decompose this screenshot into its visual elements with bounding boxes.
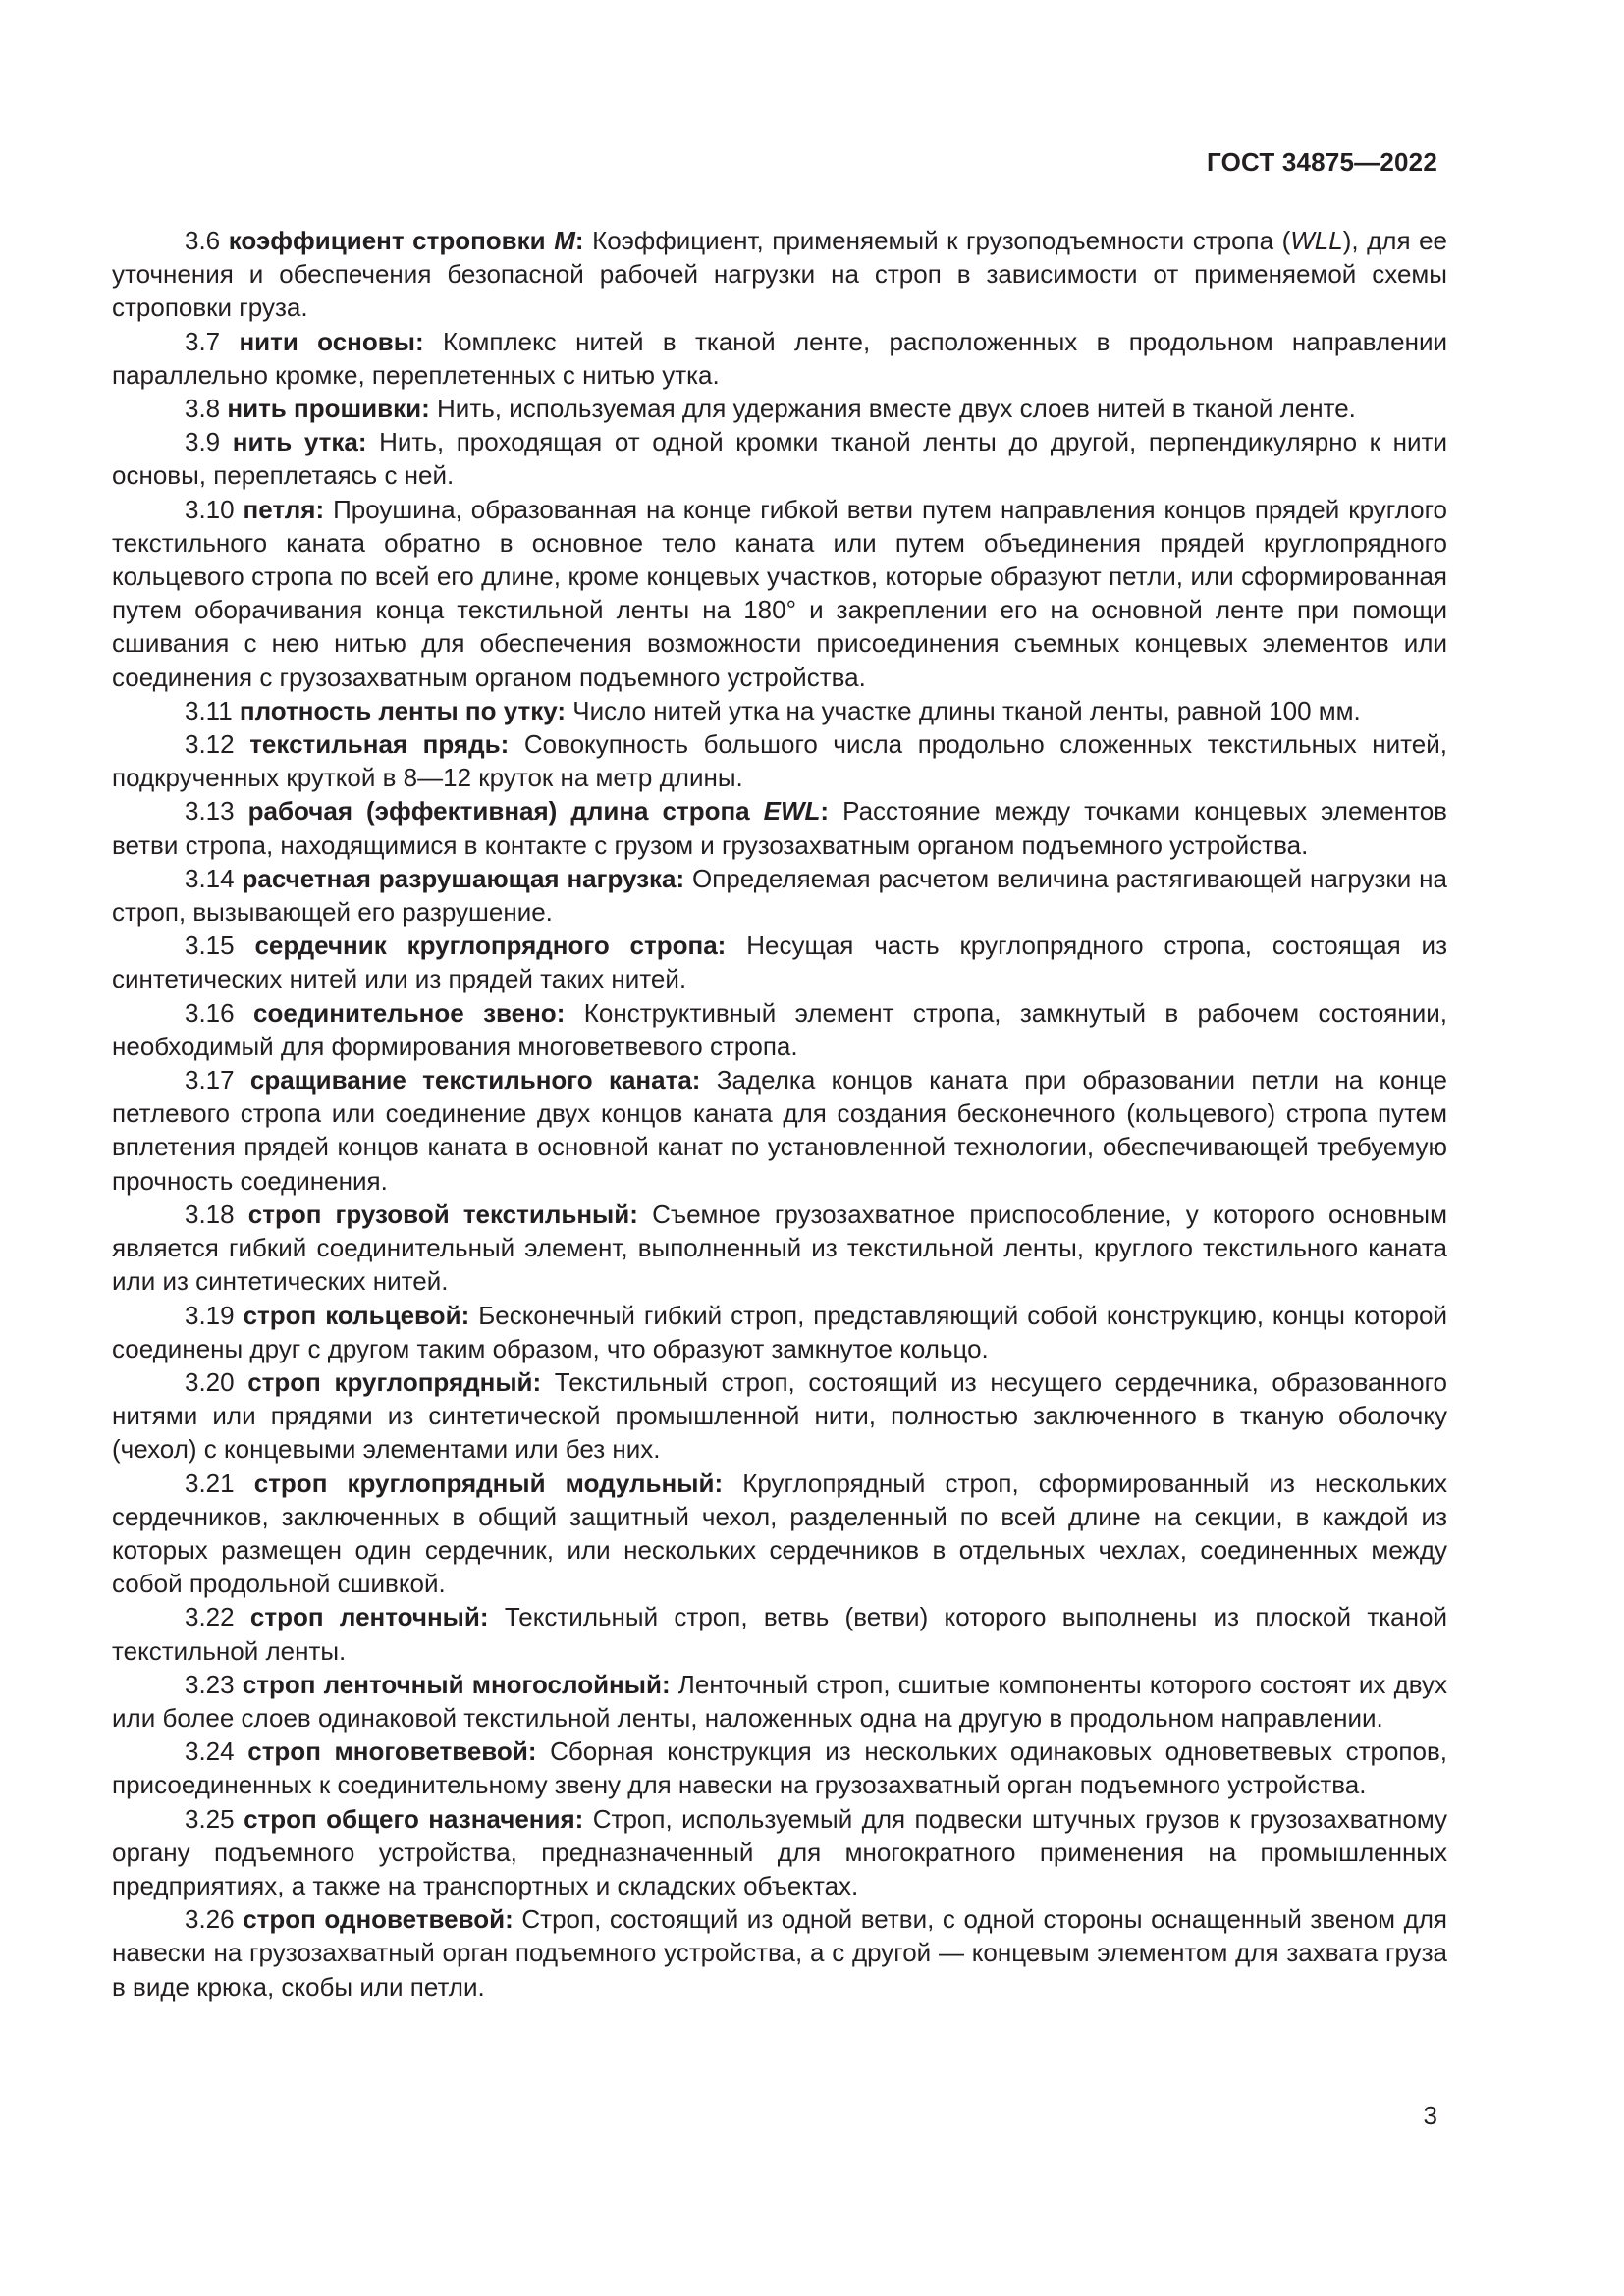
definition-3-6: 3.6 коэффициент строповки M: Коэффициент, применяемый к грузоподъемности стропа (WLL), для ее уточнения и обеспечения безопасной рабочей нагрузки на строп в зависимости от применяемой схемы строповки груза. — [112, 226, 1447, 323]
definition-term: строп одноветвевой — [243, 1904, 506, 1935]
definition-text: Съемное грузозахватное приспособление, у которого основным является гибкий соединительный элемент, выполненный из текстильной ленты, круглого текстильного каната или из синтетических нитей. — [112, 1199, 1447, 1297]
definition-number: 3.8 — [185, 394, 221, 424]
definition-text: Комплекс нитей в тканой ленте, расположенных в продольном направлении параллельно кромке, переплетенных с нитью утка. — [112, 326, 1447, 390]
definition-number: 3.21 — [185, 1468, 235, 1498]
definition-number: 3.11 — [185, 695, 233, 725]
definition-text: Нить, используемая для удержания вместе двух слоев нитей в тканой ленте. — [437, 394, 1356, 424]
definition-term: сердечник круглопрядного стропа — [254, 931, 718, 961]
definition-3-17: 3.17 сращивание текстильного каната: Заделка концов каната при образовании петли на конце петлевого стропа или соединение двух концов каната для создания бесконечного (кольцевого) стропа путем вплетения прядей концов каната в основной канат по установленной технологии, обеспечивающей требуемую прочность соединения. — [112, 1065, 1447, 1196]
definition-text: Расстояние между точками концевых элементов ветви стропа, находящимися в контакте с грузом и грузозахватным органом подъемного устройства. — [112, 796, 1447, 860]
definition-text: Совокупность большого числа продольно сложенных текстильных нитей, подкрученных круткой в 8—12 круток на метр длины. — [112, 729, 1447, 793]
definition-text-continued: ), для ее уточнения и обеспечения безопасной рабочей нагрузки на строп в зависимости от применяемой схемы строповки груза. — [112, 226, 1447, 323]
definition-term: петля — [243, 494, 316, 524]
definition-number: 3.16 — [185, 997, 235, 1028]
definition-3-13: 3.13 рабочая (эффективная) длина стропа EWL: Расстояние между точками концевых элементов ветви стропа, находящимися в контакте с грузом и грузозахватным органом подъемного устройства. — [112, 796, 1447, 860]
definition-3-12: 3.12 текстильная прядь: Совокупность большого числа продольно сложенных текстильных нитей, подкрученных круткой в 8—12 круток на метр длины. — [112, 729, 1447, 793]
definition-3-10: 3.10 петля: Проушина, образованная на конце гибкой ветви путем направления концов прядей круглого текстильного каната обратно в основное тело каната или путем объединения прядей круглопрядного кольцевого стропа по всей его длине, кроме концевых участков, которые образуют петли, или сформированная путем оборачивания конца текстильной ленты на 180° и закреплении его на основной ленте при помощи сшивания с нею нитью для обеспечения возможности присоединения съемных концевых элементов или соединения с грузозахватным органом подъемного устройства. — [112, 494, 1447, 692]
definition-term: сращивание текстильного каната — [249, 1065, 692, 1095]
definition-number: 3.14 — [185, 863, 235, 893]
definition-term: нити основы — [239, 326, 415, 356]
definition-number: 3.23 — [185, 1669, 235, 1699]
definition-number: 3.9 — [185, 427, 221, 457]
definition-text: Текстильный строп, состоящий из несущего сердечника, образованного нитями или прядями из синтетической промышленной нити, полностью заключенного в тканую оболочку (чехол) с концевыми элементами или без них. — [112, 1366, 1447, 1465]
definition-term: строп кольцевой — [243, 1300, 461, 1330]
definition-number: 3.15 — [185, 931, 235, 961]
definition-number: 3.25 — [185, 1803, 235, 1834]
definition-text: Проушина, образованная на конце гибкой ветви путем направления концов прядей круглого текстильного каната обратно в основное тело каната или путем объединения прядей круглопрядного кольцевого стропа по всей его длине, кроме концевых участков, которые образуют петли, или сформированная путем оборачивания конца текстильной ленты на 180° и закреплении его на основной ленте при помощи сшивания с нею нитью для обеспечения возможности присоединения съемных концевых элементов или соединения с грузозахватным органом подъемного устройства. — [112, 494, 1447, 692]
definition-number: 3.20 — [185, 1366, 235, 1397]
definition-number: 3.13 — [185, 796, 235, 827]
definition-text: Несущая часть круглопрядного стропа, состоящая из синтетических нитей или из прядей таких нитей. — [112, 931, 1447, 994]
definition-number: 3.22 — [185, 1602, 235, 1632]
definition-3-24: 3.24 строп многоветвевой: Сборная конструкция из нескольких одинаковых одноветвевых стропов, присоединенных к соединительному звену для навески на грузозахватный орган подъемного устройства. — [112, 1736, 1447, 1800]
definition-3-8: 3.8 нить прошивки: Нить, используемая для удержания вместе двух слоев нитей в тканой ленте. — [185, 394, 1356, 424]
definition-term: нить прошивки — [227, 394, 422, 424]
definition-term: строп общего назначения — [244, 1803, 575, 1834]
definition-term: нить утка — [232, 427, 358, 457]
definition-text: Число нитей утка на участке длины тканой ленты, равной 100 мм. — [572, 695, 1361, 725]
definition-3-16: 3.16 соединительное звено: Конструктивный элемент стропа, замкнутый в рабочем состоянии, необходимый для формирования многоветвевого стропа. — [112, 997, 1447, 1061]
definition-term: строп ленточный — [249, 1602, 480, 1632]
definition-number: 3.10 — [185, 494, 235, 524]
page-number: 3 — [1423, 2101, 1437, 2130]
definition-3-22: 3.22 строп ленточный: Текстильный строп, ветвь (ветви) которого выполнены из плоской тканой текстильной ленты. — [112, 1602, 1447, 1666]
definition-abbreviation: M — [554, 226, 575, 255]
definition-text: Текстильный строп, ветвь (ветви) которого выполнены из плоской тканой текстильной ленты. — [112, 1602, 1447, 1666]
definition-text: Конструктивный элемент стропа, замкнутый в рабочем состоянии, необходимый для формирования многоветвевого стропа. — [112, 997, 1447, 1061]
definition-term: расчетная разрушающая нагрузка — [242, 863, 677, 893]
definition-number: 3.26 — [185, 1904, 235, 1935]
definition-text: Круглопрядный строп, сформированный из нескольких сердечников, заключенных в общий защитный чехол, разделенный по всей длине на секции, в каждой из которых размещен один сердечник, или нескольких сердечников в отдельных чехлах, соединенных между собой продольной сшивкой. — [112, 1468, 1447, 1599]
definition-number: 3.18 — [185, 1199, 235, 1229]
definition-term: коэффициент строповки — [228, 226, 546, 255]
definition-text: Ленточный строп, сшитые компоненты которого состоят их двух или более слоев одинаковой текстильной ленты, наложенных одна на другую в продольном направлении. — [112, 1669, 1447, 1733]
definition-text: Заделка концов каната при образовании петли на конце петлевого стропа или соединение двух концов каната для создания бесконечного (кольцевого) стропа путем вплетения прядей концов каната в основной канат по установленной технологии, обеспечивающей требуемую прочность соединения. — [112, 1065, 1447, 1196]
definition-term: соединительное звено — [252, 997, 557, 1028]
definition-3-19: 3.19 строп кольцевой: Бесконечный гибкий строп, представляющий собой конструкцию, концы которой соединены друг с другом таким образом, что образуют замкнутое кольцо. — [112, 1300, 1447, 1363]
definition-number: 3.7 — [185, 326, 221, 356]
definition-3-9: 3.9 нить утка: Нить, проходящая от одной кромки тканой ленты до другой, перпендикулярно к нити основы, переплетаясь с ней. — [112, 427, 1447, 491]
definition-text: Нить, проходящая от одной кромки тканой ленты до другой, перпендикулярно к нити основы, переплетаясь с ней. — [112, 427, 1447, 491]
definition-term: рабочая (эффективная) длина стропа — [247, 796, 750, 827]
definition-term: строп круглопрядный — [247, 1366, 533, 1397]
definition-3-20: 3.20 строп круглопрядный: Текстильный строп, состоящий из несущего сердечника, образованного нитями или прядями из синтетической промышленной нити, полностью заключенного в тканую оболочку (чехол) с концевыми элементами или без них. — [112, 1366, 1447, 1465]
definition-3-7: 3.7 нити основы: Комплекс нитей в тканой ленте, расположенных в продольном направлении параллельно кромке, переплетенных с нитью утка. — [112, 326, 1447, 390]
definition-term: строп грузовой текстильный — [247, 1199, 630, 1229]
definition-3-23: 3.23 строп ленточный многослойный: Ленточный строп, сшитые компоненты которого состоят их двух или более слоев одинаковой текстильной ленты, наложенных одна на другую в продольном направлении. — [112, 1669, 1447, 1733]
definition-3-25: 3.25 строп общего назначения: Строп, используемый для подвески штучных грузов к грузозахватному органу подъемного устройства, предназначенный для многократного применения на промышленных предприятиях, а также на транспортных и складских объектах. — [112, 1803, 1448, 1900]
definition-text: Определяемая расчетом величина растягивающей нагрузки на строп, вызывающей его разрушение. — [112, 863, 1447, 928]
definition-number: 3.19 — [185, 1300, 235, 1330]
definition-term: строп ленточный многослойный — [242, 1669, 662, 1699]
definition-text: Сборная конструкция из нескольких одинаковых одноветвевых стропов, присоединенных к соединительному звену для навески на грузозахватный орган подъемного устройства. — [112, 1736, 1447, 1800]
definition-italic-abbreviation: WLL — [1290, 226, 1343, 255]
definition-term: плотность ленты по утку — [239, 695, 558, 725]
definition-3-11: 3.11 плотность ленты по утку: Число нитей утка на участке длины тканой ленты, равной 100 мм. — [185, 695, 1361, 725]
page-header-standard: ГОСТ 34875—2022 — [1207, 147, 1437, 177]
definition-3-26: 3.26 строп одноветвевой: Строп, состоящий из одной ветви, с одной стороны оснащенный звеном для навески на грузозахватный орган подъемного устройства, а с другой — концевым элементом для захвата груза в виде крюка, скобы или петли. — [112, 1904, 1447, 2002]
definition-3-21: 3.21 строп круглопрядный модульный: Круглопрядный строп, сформированный из нескольких сердечников, заключенных в общий защитный чехол, разделенный по всей длине на секции, в каждой из которых размещен один сердечник, или нескольких сердечников в отдельных чехлах, соединенных между собой продольной сшивкой. — [112, 1468, 1447, 1599]
definition-term: строп круглопрядный модульный — [253, 1468, 715, 1498]
definition-abbreviation: EWL — [763, 796, 821, 827]
definition-number: 3.17 — [185, 1065, 235, 1095]
definition-3-18: 3.18 строп грузовой текстильный: Съемное грузозахватное приспособление, у которого основным является гибкий соединительный элемент, выполненный из текстильной ленты, круглого текстильного каната или из синтетических нитей. — [112, 1199, 1447, 1297]
definition-term: строп многоветвевой — [247, 1736, 528, 1767]
definition-text: Строп, используемый для подвески штучных грузов к грузозахватному органу подъемного устройства, предназначенный для многократного применения на промышленных предприятиях, а также на транспортных и складских объектах. — [112, 1803, 1448, 1900]
definition-text: Коэффициент, применяемый к грузоподъемности стропа ( — [592, 226, 1291, 255]
definition-number: 3.6 — [185, 226, 221, 255]
definition-text: Строп, состоящий из одной ветви, с одной стороны оснащенный звеном для навески на грузозахватный орган подъемного устройства, а с другой — концевым элементом для захвата груза в виде крюка, скобы или петли. — [112, 1904, 1447, 2002]
definition-text: Бесконечный гибкий строп, представляющий собой конструкцию, концы которой соединены друг с другом таким образом, что образуют замкнутое кольцо. — [112, 1300, 1447, 1363]
definition-term: текстильная прядь — [249, 729, 501, 760]
definition-3-15: 3.15 сердечник круглопрядного стропа: Несущая часть круглопрядного стропа, состоящая из синтетических нитей или из прядей таких нитей. — [112, 931, 1447, 994]
definition-number: 3.24 — [185, 1736, 235, 1767]
definitions-section — [112, 224, 1447, 2003]
definition-3-14: 3.14 расчетная разрушающая нагрузка: Определяемая расчетом величина растягивающей нагрузки на строп, вызывающей его разрушение. — [112, 863, 1447, 928]
definition-number: 3.12 — [185, 729, 235, 760]
